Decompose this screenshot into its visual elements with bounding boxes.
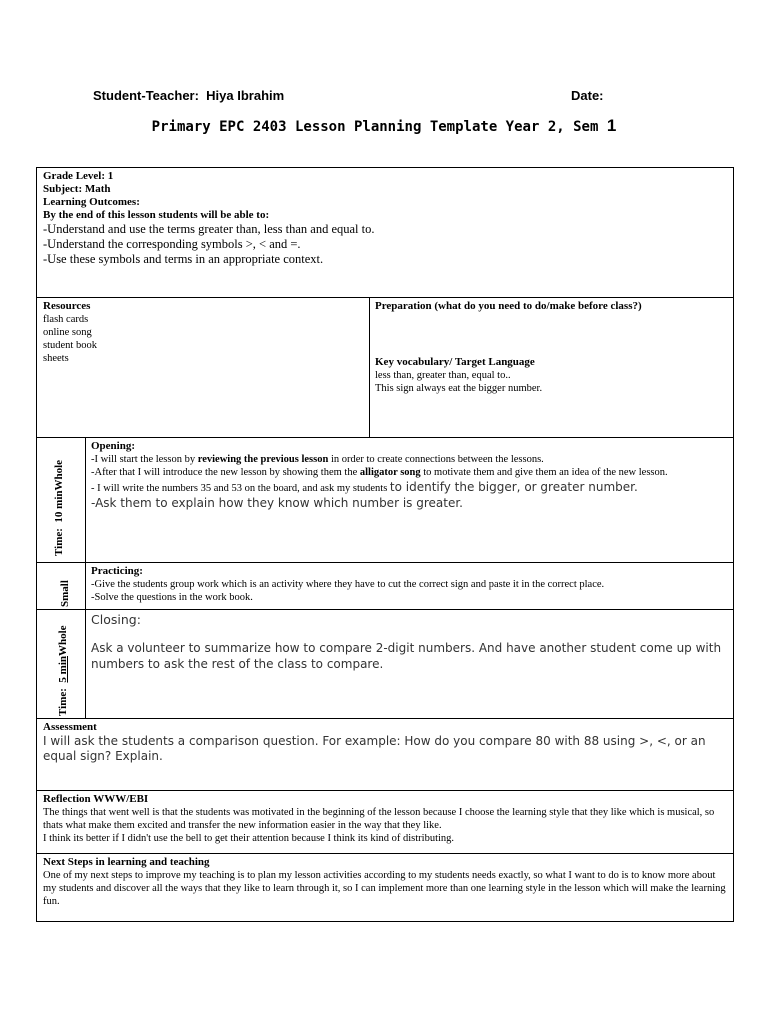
practicing-section	[85, 562, 734, 610]
opening-time-cell	[36, 437, 86, 563]
opening-line-3: - I will write the numbers 35 and 53 on the board, and ask my students to identify the bigger, or greater number.	[91, 480, 638, 494]
opening-line-1: -I will start the lesson by reviewing the previous lesson in order to create connections between the lessons.	[91, 454, 544, 465]
resources-heading: Resources	[43, 300, 91, 312]
vocab-line: This sign always eat the bigger number.	[375, 383, 543, 394]
outcome-item: -Understand and use the terms greater than, less than and equal to.	[43, 222, 375, 236]
overview-section	[36, 167, 734, 298]
outcome-item: -Use these symbols and terms in an appropriate context.	[43, 252, 324, 266]
opening-time-label: Time:	[53, 528, 65, 556]
assessment-heading: Assessment	[43, 721, 97, 733]
closing-text: Ask a volunteer to summarize how to compare 2-digit numbers. And have another student come up with numbers to ask the rest of the class to compare.	[91, 641, 722, 671]
resource-item: student book	[43, 340, 97, 351]
page-title	[0, 116, 768, 136]
date-label: Date:	[571, 88, 604, 103]
opening-line-2: -After that I will introduce the new lesson by showing them the alligator song to motivate them and give them an idea of the new lesson.	[91, 467, 668, 478]
opening-line-4: -Ask them to explain how they know which number is greater.	[91, 496, 463, 510]
subject: Subject: Math	[43, 183, 111, 195]
resource-item: online song	[43, 327, 92, 338]
opening-group: Whole	[53, 459, 65, 491]
outcome-item: -Understand the corresponding symbols >, < and =.	[43, 237, 301, 251]
practicing-time-cell	[36, 562, 86, 610]
preparation-heading: Preparation (what do you need to do/make before class?)	[375, 300, 642, 312]
vocab-line: less than, greater than, equal to..	[375, 370, 511, 381]
next-steps-text: One of my next steps to improve my teaching is to plan my lesson activities according to my students needs exactly, so what I want to do is to know more about my students and discover all the ways that they like to learn through it, so I can implement more than one learning style in the lesson which will make the learning fun.	[43, 870, 726, 907]
reflection-heading: Reflection WWW/EBI	[43, 793, 149, 805]
closing-time-value: 5 min	[57, 656, 69, 683]
closing-time-cell	[36, 609, 86, 719]
practicing-line: -Give the students group work which is an activity where they have to cut the correct sign and paste it in the correct place.	[91, 579, 605, 590]
assessment-section	[36, 718, 734, 791]
resource-item: sheets	[43, 353, 69, 364]
outcomes-heading: Learning Outcomes:	[43, 196, 140, 208]
student-teacher-label: Student-Teacher:	[93, 88, 199, 103]
closing-section	[85, 609, 734, 719]
next-steps-section	[36, 853, 734, 922]
student-teacher-line	[93, 88, 284, 103]
resource-item: flash cards	[43, 314, 89, 325]
resources-section	[36, 297, 370, 438]
opening-time-value: 10 min	[53, 490, 65, 523]
closing-time-label: Time:	[57, 688, 69, 716]
outcomes-intro: By the end of this lesson students will be able to:	[43, 209, 270, 221]
opening-section	[85, 437, 734, 563]
next-steps-heading: Next Steps in learning and teaching	[43, 856, 210, 868]
student-teacher-name: Hiya Ibrahim	[206, 88, 285, 103]
title-number: 1	[606, 116, 617, 135]
grade-level: Grade Level: 1	[43, 170, 114, 182]
title-text: Primary EPC 2403 Lesson Planning Template Year 2, Sem	[151, 119, 599, 135]
preparation-section	[369, 297, 734, 438]
practicing-heading: Practicing:	[91, 565, 143, 577]
reflection-text: The things that went well is that the students was motivated in the beginning of the lesson because I choose the learning style that they like which is musical, so thats what make them excited and transfer the new information easier in the way that they like.	[43, 807, 715, 831]
reflection-text-2: I think its better if I didn't use the bell to get their attention because I think its kind of distributing.	[43, 833, 455, 844]
closing-group: Whole	[57, 625, 69, 656]
practicing-line: -Solve the questions in the work book.	[91, 592, 253, 603]
assessment-text: I will ask the students a comparison question. For example: How do you compare 80 with 88 using >, <, or an equal sign? Explain.	[43, 734, 706, 763]
vocab-heading: Key vocabulary/ Target Language	[375, 356, 535, 368]
closing-heading: Closing:	[91, 612, 141, 627]
practicing-group: Small	[59, 580, 71, 607]
reflection-section	[36, 790, 734, 854]
opening-heading: Opening:	[91, 440, 136, 452]
